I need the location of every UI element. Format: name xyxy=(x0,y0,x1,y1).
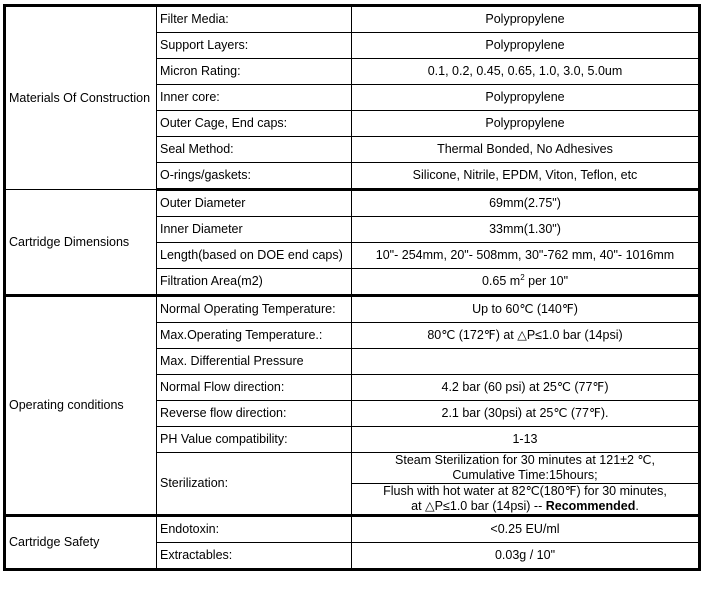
param-value: 33mm(1.30") xyxy=(352,217,700,243)
param-value: 80℃ (172℉) at △P≤1.0 bar (14psi) xyxy=(352,323,700,349)
param-value: <0.25 EU/ml xyxy=(352,516,700,543)
param-label: Inner Diameter xyxy=(157,217,352,243)
param-label: Seal Method: xyxy=(157,137,352,163)
value-line: Cumulative Time:15hours; xyxy=(452,468,598,482)
param-label: Outer Diameter xyxy=(157,190,352,217)
param-value xyxy=(352,453,700,484)
value-text: at △P≤1.0 bar (14psi) -- xyxy=(411,499,546,513)
param-value: Polypropylene xyxy=(352,6,700,33)
param-value: 2.1 bar (30psi) at 25℃ (77℉). xyxy=(352,401,700,427)
param-value: 4.2 bar (60 psi) at 25℃ (77℉) xyxy=(352,375,700,401)
param-value xyxy=(352,484,700,516)
param-label: Support Layers: xyxy=(157,33,352,59)
param-label: PH Value compatibility: xyxy=(157,427,352,453)
param-value: Thermal Bonded, No Adhesives xyxy=(352,137,700,163)
param-label: Length(based on DOE end caps) xyxy=(157,243,352,269)
param-label: Filter Media: xyxy=(157,6,352,33)
param-label: O-rings/gaskets: xyxy=(157,163,352,190)
value-line xyxy=(355,499,695,514)
recommended-emphasis: Recommended xyxy=(545,499,636,513)
param-value: 10"- 254mm, 20"- 508mm, 30"-762 mm, 40"- 1016mm xyxy=(352,243,700,269)
table-row xyxy=(5,516,700,543)
param-label: Sterilization: xyxy=(157,453,352,516)
param-value: Polypropylene xyxy=(352,111,700,137)
param-label: Normal Operating Temperature: xyxy=(157,296,352,323)
value-line: Steam Sterilization for 30 minutes at 121±2 ℃, xyxy=(395,453,655,467)
param-value: 1-13 xyxy=(352,427,700,453)
param-value: 0.1, 0.2, 0.45, 0.65, 1.0, 3.0, 5.0um xyxy=(352,59,700,85)
value-line: Flush with hot water at 82℃(180℉) for 30 minutes, xyxy=(383,484,667,498)
specification-table xyxy=(3,4,701,571)
param-label: Outer Cage, End caps: xyxy=(157,111,352,137)
group-cartridge-dimensions: Cartridge Dimensions xyxy=(5,190,157,296)
table-row xyxy=(5,190,700,217)
param-label: Reverse flow direction: xyxy=(157,401,352,427)
value-text: per 10" xyxy=(524,274,569,288)
param-label: Max. Differential Pressure xyxy=(157,349,352,375)
value-text: . xyxy=(635,499,639,513)
param-label: Max.Operating Temperature.: xyxy=(157,323,352,349)
param-label: Micron Rating: xyxy=(157,59,352,85)
param-label: Endotoxin: xyxy=(157,516,352,543)
group-materials-of-construction: Materials Of Construction xyxy=(5,6,157,190)
param-value xyxy=(352,269,700,296)
param-value: Up to 60℃ (140℉) xyxy=(352,296,700,323)
param-value: 69mm(2.75") xyxy=(352,190,700,217)
param-value xyxy=(352,349,700,375)
param-value: Polypropylene xyxy=(352,33,700,59)
value-text: 0.65 m xyxy=(481,274,521,288)
table-row xyxy=(5,6,700,33)
param-value: 0.03g / 10" xyxy=(352,543,700,570)
group-cartridge-safety: Cartridge Safety xyxy=(5,516,157,570)
table-row xyxy=(5,296,700,323)
param-value: Polypropylene xyxy=(352,85,700,111)
param-label: Normal Flow direction: xyxy=(157,375,352,401)
param-label: Inner core: xyxy=(157,85,352,111)
param-label: Filtration Area(m2) xyxy=(157,269,352,296)
param-label: Extractables: xyxy=(157,543,352,570)
superscript: 2 xyxy=(520,272,525,282)
param-value: Silicone, Nitrile, EPDM, Viton, Teflon, etc xyxy=(352,163,700,190)
group-operating-conditions: Operating conditions xyxy=(5,296,157,516)
